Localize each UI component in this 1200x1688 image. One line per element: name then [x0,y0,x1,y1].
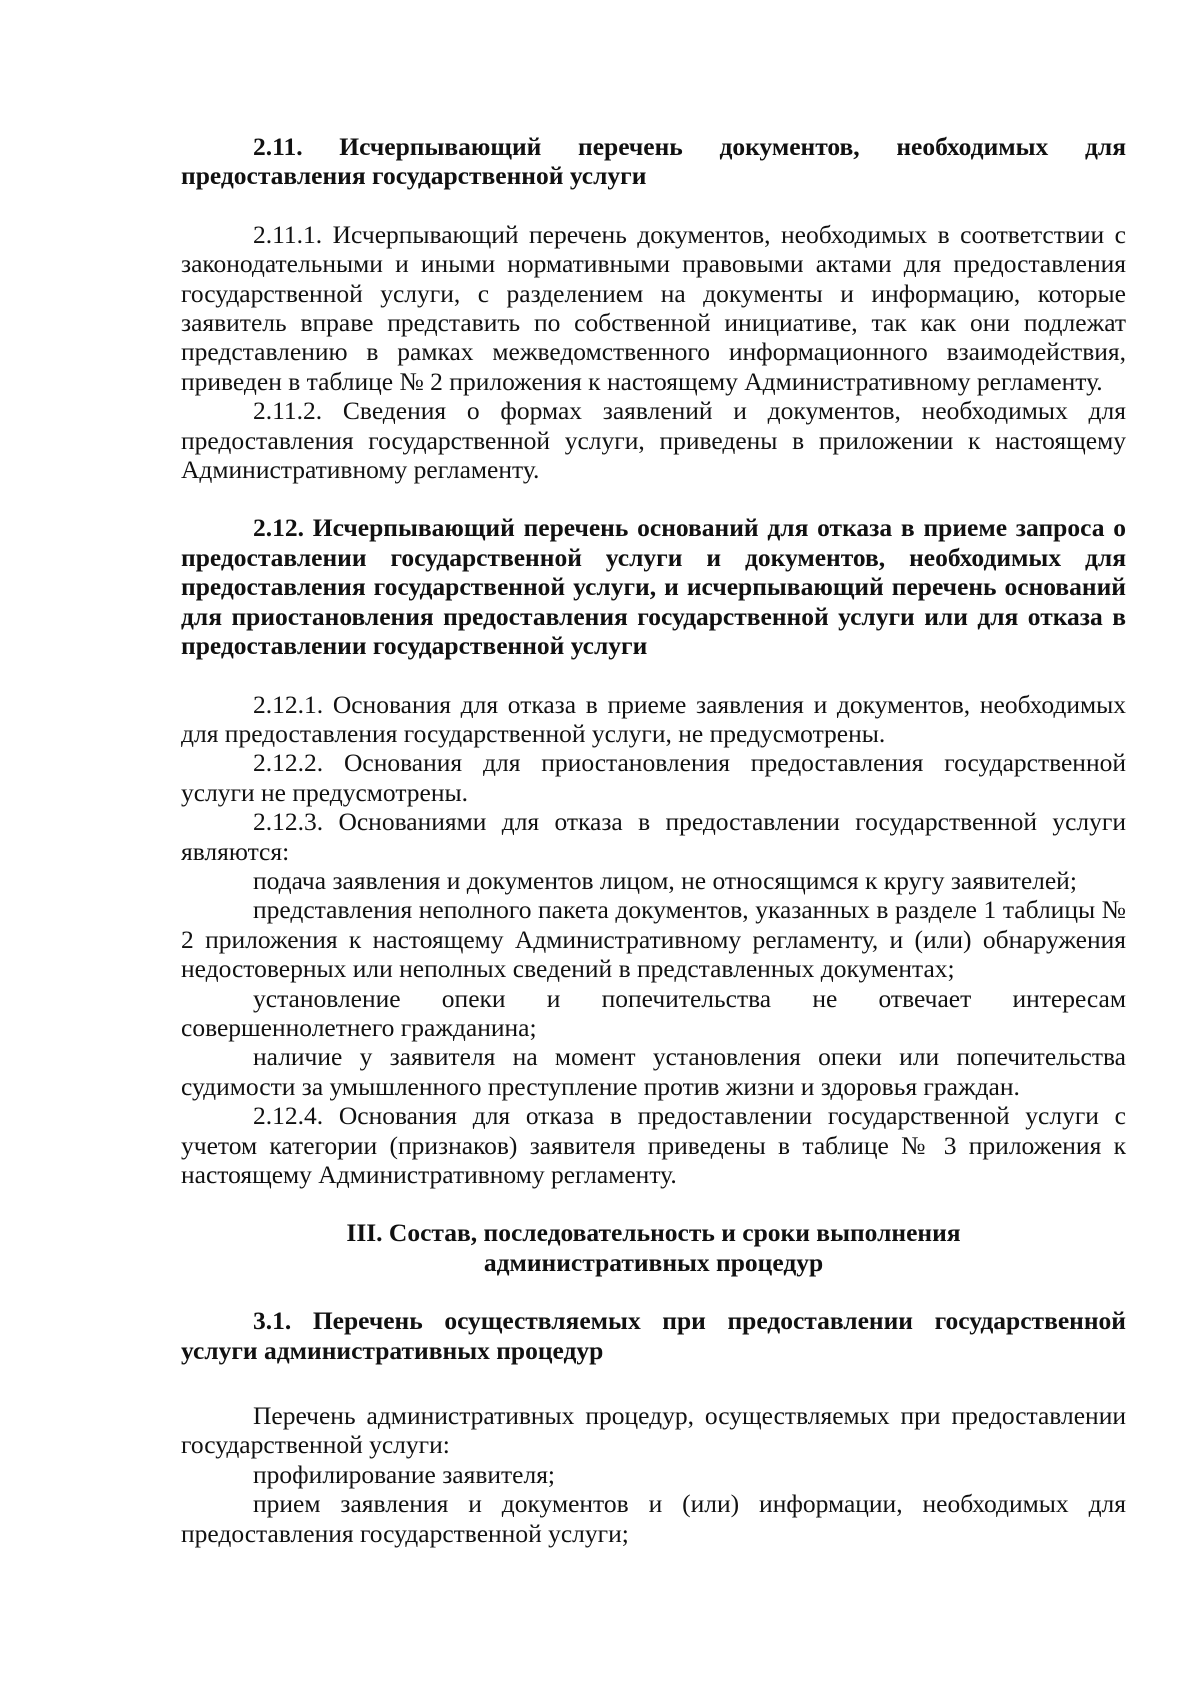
list-item-procedure-1: профилирование заявителя; [253,1459,556,1489]
list-item-refusal-2: представления неполного пакета документов, указанных в разделе 1 таблицы № 2 приложения к настоящему Административному регламенту, и (или) обнаружения недостоверных или неполных сведений в представленных документах; [181,895,1126,984]
paragraph-2-12-2: 2.12.2. Основания для приостановления предоставления государственной услуги не предусмотрены. [181,748,1126,807]
paragraph-2-11-2: 2.11.2. Сведения о формах заявлений и документов, необходимых для предоставления государственной услуги, приведены в приложении к настоящему Административному регламенту. [181,396,1126,485]
heading-3-1: 3.1. Перечень осуществляемых при предоставлении государственной услуги административных процедур [181,1306,1126,1365]
heading-2-12: 2.12. Исчерпывающий перечень оснований для отказа в приеме запроса о предоставлении государственной услуги и документов, необходимых для предоставления государственной услуги, и исчерпывающий перечень оснований для приостановления предоставления государственной услуги или для отказа в предоставлении государственной услуги [181,513,1126,661]
paragraph-2-12-1: 2.12.1. Основания для отказа в приеме заявления и документов, необходимых для предоставления государственной услуги, не предусмотрены. [181,689,1126,748]
heading-2-11: 2.11. Исчерпывающий перечень документов, необходимых для предоставления государственной услуги [181,132,1126,191]
section-title-iii: III. Состав, последовательность и сроки выполнения административных процедур [346,1218,961,1277]
paragraph-2-12-3: 2.12.3. Основаниями для отказа в предоставлении государственной услуги являются: [181,807,1126,866]
list-item-refusal-3: установление опеки и попечительства не отвечает интересам совершеннолетнего гражданина; [181,983,1126,1042]
list-item-refusal-1: подача заявления и документов лицом, не относящимся к кругу заявителей; [253,865,1077,895]
list-item-procedure-2: прием заявления и документов и (или) информации, необходимых для предоставления государственной услуги; [181,1489,1126,1548]
paragraph-2-11-1: 2.11.1. Исчерпывающий перечень документов, необходимых в соответствии с законодательными и иными нормативными правовыми актами для предоставления государственной услуги, с разделением на документы и информацию, которые заявитель вправе представить по собственной инициативе, так как они подлежат представлению в рамках межведомственного информационного взаимодействия, приведен в таблице № 2 приложения к настоящему Административному регламенту. [181,219,1126,396]
paragraph-procedures-intro: Перечень административных процедур, осуществляемых при предоставлении государственной услуги: [181,1401,1126,1460]
list-item-refusal-4: наличие у заявителя на момент установления опеки или попечительства судимости за умышленного преступление против жизни и здоровья граждан. [181,1042,1126,1101]
paragraph-2-12-4: 2.12.4. Основания для отказа в предоставлении государственной услуги с учетом категории (признаков) заявителя приведены в таблице № 3 приложения к настоящему Административному регламенту. [181,1101,1126,1189]
document-body [181,132,1126,1548]
